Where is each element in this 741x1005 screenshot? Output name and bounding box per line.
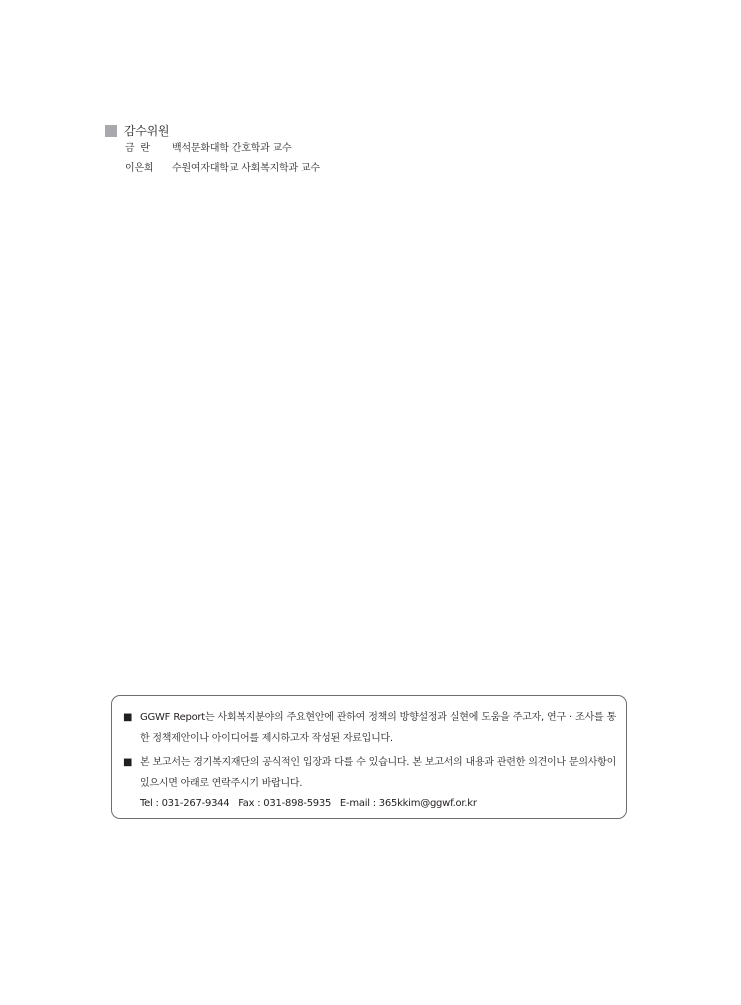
notice-item [123,708,616,749]
notice-paragraph-purpose: GGWF Report는 사회복지분야의 주요현안에 관하여 정책의 방향설정과 실현에 도움을 주고자, 연구 · 조사를 통한 정책제안이나 아이디어를 제시하고자 작성된 자료입니다. [140,712,616,744]
reviewer-name: 이은희 [125,163,154,174]
reviewer-role: 백석문화대학 간호학과 교수 [172,143,292,154]
reviewer-name: 금 란 [125,143,150,154]
contact-line: Tel : 031-267-9344 Fax : 031-898-5935 E-mail : 365kkim@ggwf.or.kr [140,798,477,809]
reviewers-section [105,123,425,179]
reviewer-row [125,159,425,179]
reviewers-heading [105,123,425,139]
black-square-bullet-icon: ■ [123,712,133,723]
black-square-bullet-icon: ■ [123,757,133,768]
disclaimer-text: 본 보고서는 경기복지재단의 공식적인 입장과 다를 수 있습니다. 본 보고서의 내용과 관련한 의견이나 문의사항이 있으시면 아래로 연락주시기 바랍니다. [140,757,616,789]
notice-paragraph-disclaimer [140,753,616,815]
notice-box [111,695,627,819]
reviewers-title: 감수위원 [124,124,170,138]
square-bullet-icon [105,125,117,137]
reviewer-row [125,139,425,159]
notice-item [123,753,616,815]
reviewer-role: 수원여자대학교 사회복지학과 교수 [172,163,320,174]
